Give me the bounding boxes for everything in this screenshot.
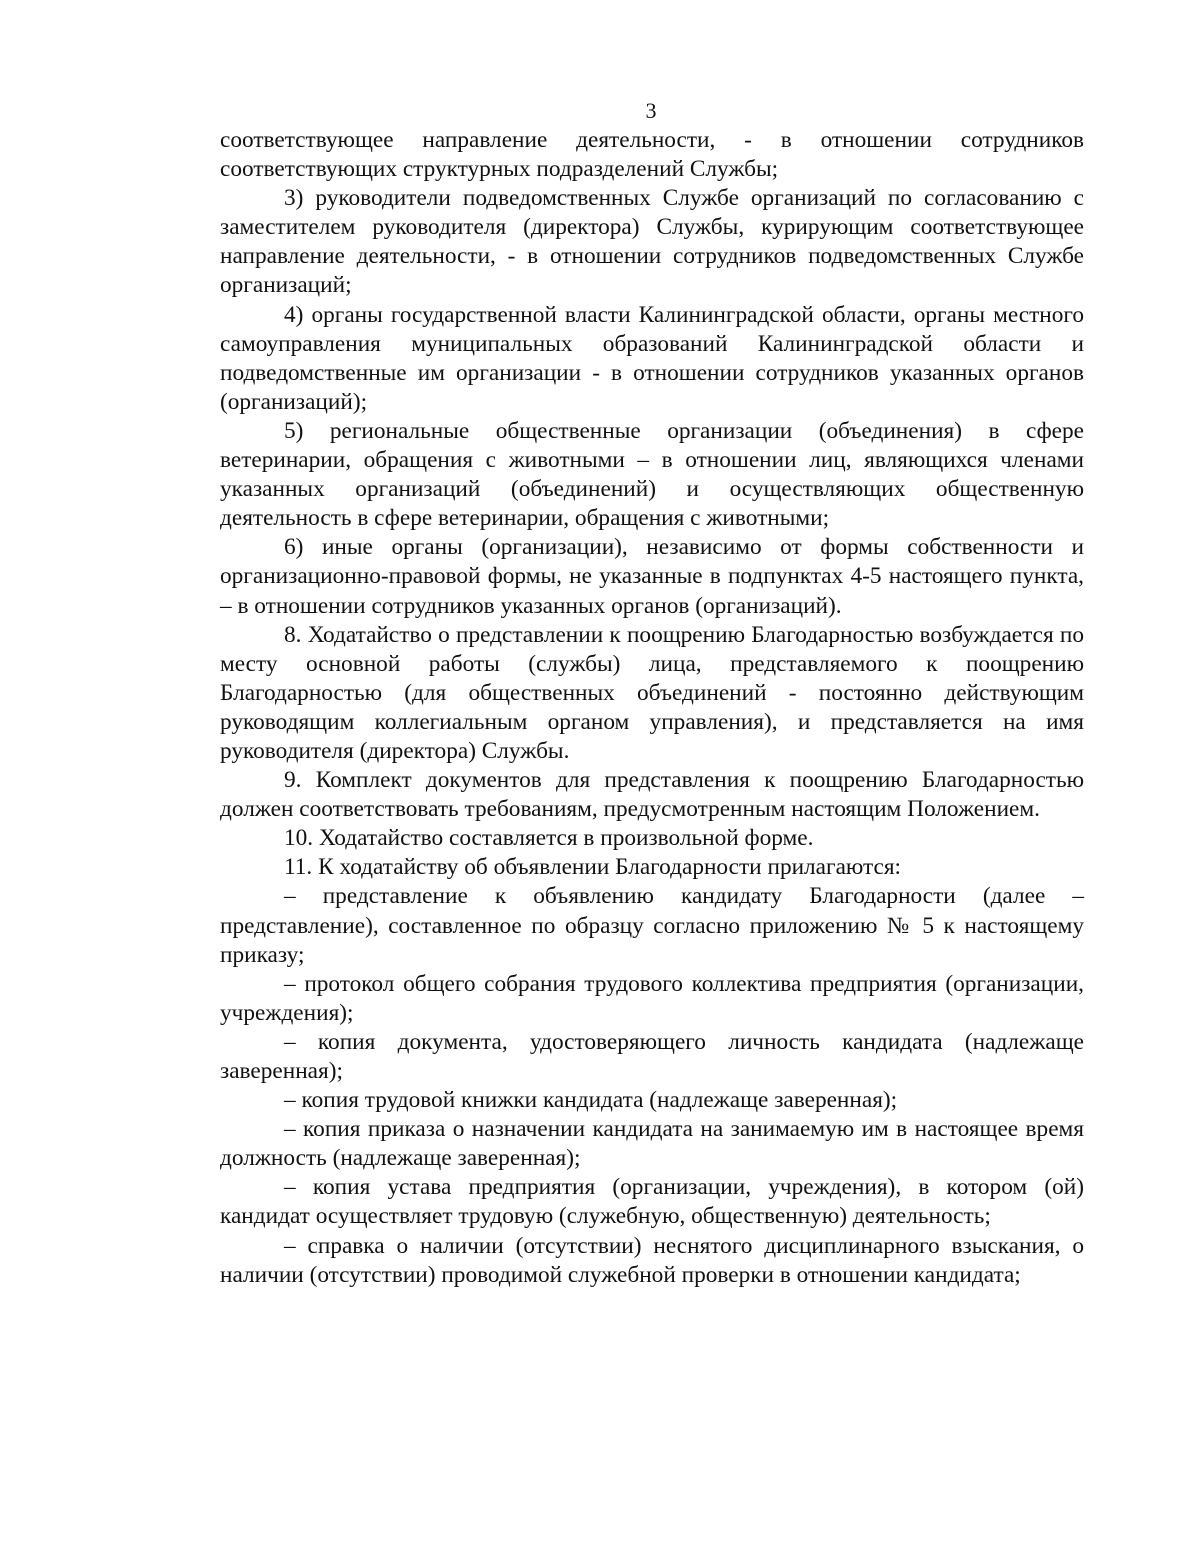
list-item-workbook-copy: – копия трудовой книжки кандидата (надлежаще заверенная);: [284, 1087, 898, 1114]
list-item-order-copy: – копия приказа о назначении кандидата на занимаемую им в настоящее время должность (надлежаще заверенная);: [220, 1116, 1084, 1172]
paragraph-item-4: 4) органы государственной власти Калининградской области, органы местного самоуправления муниципальных образований Калининградской области и подведомственные им организации - в отношении сотрудников указанных органов (организаций);: [220, 301, 1084, 415]
paragraph-item-3: 3) руководители подведомственных Службе организаций по согласованию с заместителем руководителя (директора) Службы, курирующим соответствующее направление деятельности, - в отношении сотрудников подведомственных Службе организаций;: [220, 185, 1084, 299]
paragraph-clause-8: 8. Ходатайство о представлении к поощрению Благодарностью возбуждается по месту основной работы (службы) лица, представляемого к поощрению Благодарностью (для общественных объединений - постоянно действующим руководящим коллегиальным органом управления), и представляется на имя руководителя (директора) Службы.: [220, 621, 1084, 764]
paragraph-item-6: 6) иные органы (организации), независимо от формы собственности и организационно-правовой формы, не указанные в подпунктах 4-5 настоящего пункта, – в отношении сотрудников указанных органов (организаций).: [220, 534, 1084, 619]
paragraph-clause-9: 9. Комплект документов для представления к поощрению Благодарностью должен соответствовать требованиям, предусмотренным настоящим Положением.: [220, 767, 1084, 823]
list-item-id-copy: – копия документа, удостоверяющего личность кандидата (надлежаще заверенная);: [220, 1028, 1084, 1084]
paragraph-item-5: 5) региональные общественные организации (объединения) в сфере ветеринарии, обращения с животными – в отношении лиц, являющихся членами указанных организаций (объединений) и осуществляющих общественную деятельность в сфере ветеринарии, обращения с животными;: [220, 417, 1084, 532]
page-number: 3: [645, 98, 657, 123]
paragraph-clause-11: 11. К ходатайству об объявлении Благодарности прилагаются:: [284, 854, 902, 881]
list-item-disciplinary-certificate: – справка о наличии (отсутствии) неснятого дисциплинарного взыскания, о наличии (отсутствии) проводимой служебной проверки в отношении кандидата;: [220, 1232, 1084, 1288]
document-body: [220, 126, 1084, 1290]
list-item-protocol: – протокол общего собрания трудового коллектива предприятия (организации, учреждения);: [220, 970, 1084, 1026]
paragraph-continuation: соответствующее направление деятельности, - в отношении сотрудников соответствующих структурных подразделений Службы;: [220, 127, 1084, 183]
list-item-submission: – представление к объявлению кандидату Благодарности (далее – представление), составленное по образцу согласно приложению № 5 к настоящему приказу;: [220, 883, 1084, 968]
paragraph-clause-10: 10. Ходатайство составляется в произвольной форме.: [284, 825, 814, 852]
list-item-charter-copy: – копия устава предприятия (организации, учреждения), в котором (ой) кандидат осуществляет трудовую (служебную, общественную) деятельность;: [220, 1174, 1084, 1230]
